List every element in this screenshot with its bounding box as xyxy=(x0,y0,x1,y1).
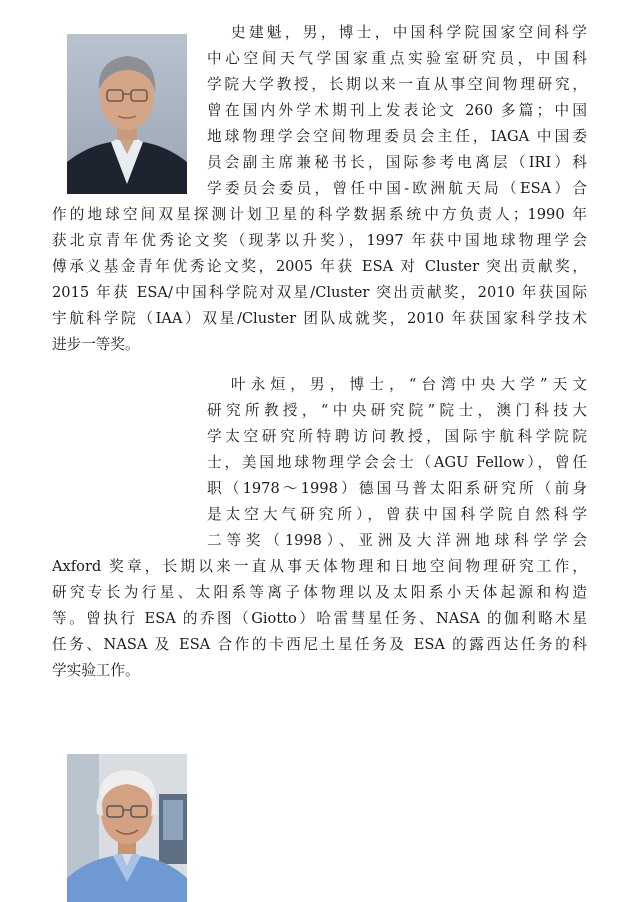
bio-line: 学实验工作。 xyxy=(52,662,140,679)
bio-line: 宇航科学院（IAA）双星/Cluster 团队成就奖，2010 年获国家科学技术 xyxy=(52,310,587,327)
portrait-photo-ye-yongxuan xyxy=(67,754,187,902)
bio-line: 研究所教授，“中央研究院”院士，澳门科技大 xyxy=(207,402,587,419)
bio-line: 是太空大气研究所），曾获中国科学院自然科学 xyxy=(207,506,587,523)
bio-line: 任务、NASA 及 ESA 合作的卡西尼土星任务及 ESA 的露西达任务的科 xyxy=(52,636,587,653)
bio-line: 进步一等奖。 xyxy=(52,336,140,353)
bio-line: 叶永烜，男，博士，“台湾中央大学”天文 xyxy=(231,376,587,393)
bio-line: 傅承义基金青年优秀论文奖，2005 年获 ESA 对 Cluster 突出贡献奖， xyxy=(52,258,587,275)
bio-line: 二等奖（1998）、亚洲及大洋洲地球科学学会 xyxy=(207,532,587,549)
bio-line: 2015 年获 ESA/中国科学院对双星/Cluster 突出贡献奖，2010 年获国际 xyxy=(52,284,587,301)
bio-line: 士，美国地球物理学会会士（AGU Fellow），曾任 xyxy=(207,454,587,471)
bio-line: 职（1978～1998）德国马普太阳系研究所（前身 xyxy=(207,480,587,497)
portrait-image xyxy=(67,754,187,902)
bio-line: 员会副主席兼秘书长，国际参考电离层（IRI）科 xyxy=(207,154,587,171)
bio-line: 获北京青年优秀论文奖（现茅以升奖），1997 年获中国地球物理学会 xyxy=(52,232,587,249)
bio-line: 曾在国内外学术期刊上发表论文 260 多篇；中国 xyxy=(207,102,587,119)
bio-line: 学院大学教授，长期以来一直从事空间物理研究， xyxy=(207,76,587,93)
bio-line: 学委员会委员，曾任中国-欧洲航天局（ESA）合 xyxy=(207,180,587,197)
bio-line: Axford 奖章，长期以来一直从事天体物理和日地空间物理研究工作， xyxy=(52,558,587,575)
bio-line: 研究专长为行星、太阳系等离子体物理以及太阳系小天体起源和构造 xyxy=(52,584,587,601)
portrait-photo-shi-jiankui xyxy=(67,34,187,194)
bio-line: 中心空间天气学国家重点实验室研究员，中国科 xyxy=(207,50,587,67)
bio-line: 等。曾执行 ESA 的乔图（Giotto）哈雷彗星任务、NASA 的伽利略木星 xyxy=(52,610,587,627)
portrait-image xyxy=(67,34,187,194)
bio-line: 地球物理学会空间物理委员会主任，IAGA 中国委 xyxy=(207,128,587,145)
bio-line: 学太空研究所特聘访问教授，国际宇航科学院院 xyxy=(207,428,587,445)
bio-line: 作的地球空间双星探测计划卫星的科学数据系统中方负责人；1990 年 xyxy=(52,206,587,223)
bio-line: 史建魁，男，博士，中国科学院国家空间科学 xyxy=(231,24,587,41)
